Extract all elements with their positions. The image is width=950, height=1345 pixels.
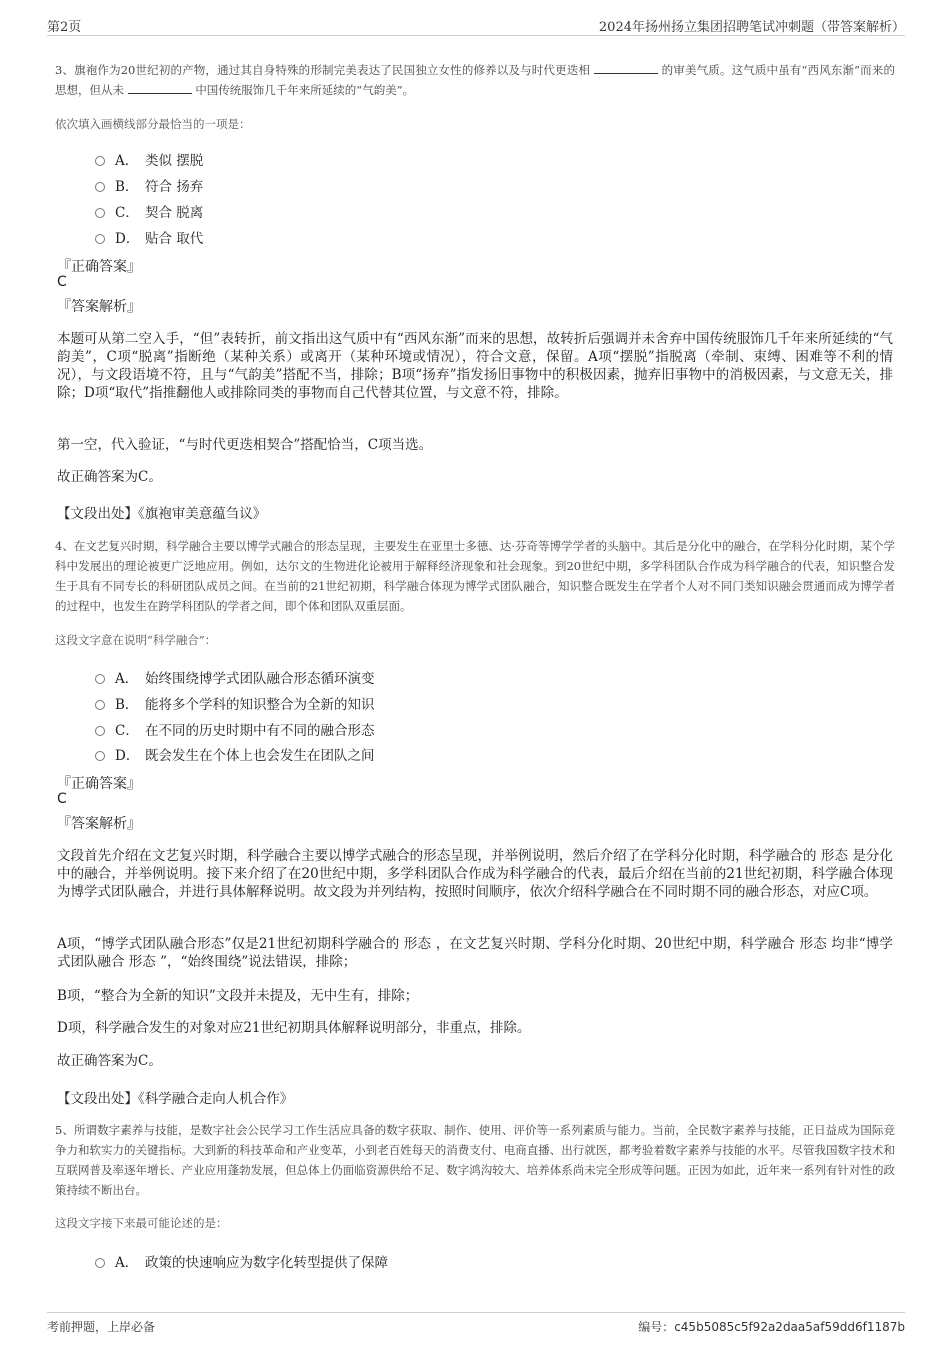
q4-analysis-paragraph: 文段首先介绍在文艺复兴时期，科学融合主要以博学式融合的形态呈现，并举例说明，然后介绍了在学科分化时期，科学融合的 形态 是分化中的融合，并举例说明。接下来介绍了在20世纪中期，多学科团队合作成为科学融合的代表，最后介绍在当前的21世纪初期，科学融合体现为博学式团队融合，并进行具体解释说明。故文段为并列结构，按照时间顺序，依次介绍科学融合在不同时期不同的融合形态，对应C项。 (57, 848, 893, 900)
q4-answer: C (57, 791, 67, 807)
q4-analysis-conclusion: 故正确答案为C。 (57, 1053, 162, 1069)
q4-option-a[interactable]: A． 始终围绕博学式团队融合形态循环演变 (95, 667, 375, 687)
q3-answer-label: 『正确答案』 (57, 259, 141, 275)
page-footer (47, 1312, 905, 1342)
q4-analysis-label: 『答案解析』 (57, 816, 141, 832)
radio-icon[interactable] (95, 234, 105, 244)
q3-answer: C (57, 274, 67, 290)
page-number: 第2页 (47, 20, 82, 35)
question-3-prompt: 依次填入画横线部分最恰当的一项是： (55, 117, 251, 131)
document-code: 编号：c45b5085c5f92a2daa5af59dd6f1187b (638, 1320, 905, 1334)
q4-analysis-paragraph: B项，“整合为全新的知识”文段并未提及，无中生有，排除； (57, 988, 419, 1004)
q4-option-c[interactable]: C． 在不同的历史时期中有不同的融合形态 (95, 719, 375, 739)
footer-slogan: 考前押题，上岸必备 (47, 1320, 156, 1334)
q3-analysis-paragraph: 第一空，代入验证，“与时代更迭相契合”搭配恰当，C项当选。 (57, 437, 433, 453)
blank-1 (594, 62, 658, 74)
q3-option-c[interactable]: C． 契合 脱离 (95, 201, 203, 221)
q3-option-a[interactable]: A． 类似 摆脱 (95, 149, 203, 169)
q3-analysis-paragraph: 本题可从第二空入手，“但”表转折，前文指出这气质中有“西风东渐”而来的思想，故转折后强调并未舍弃中国传统服饰几千年来所延续的“气韵美”，C项“脱离”指断绝（某种关系）或离开（某种环境或情况），符合文意，保留。A项“摆脱”指脱离（牵制、束缚、困难等不利的情况），与文段语境不符，且与“气韵美”搭配不当，排除；B项“扬弃”指发扬旧事物中的积极因素，抛弃旧事物中的消极因素，与文意无关，排除；D项“取代”指推翻他人或排除同类的事物而自己代替其位置，与文意不符，排除。 (57, 331, 893, 401)
radio-icon[interactable] (95, 1258, 105, 1268)
question-4-text: 4、在文艺复兴时期，科学融合主要以博学式融合的形态呈现，主要发生在亚里士多德、达·芬奇等博学学者的头脑中。其后是分化中的融合，在学科分化时期，某个学科中发展出的理论被更广泛地应用。例如，达尔文的生物进化论被用于解释经济现象和社会现象。到20世纪中期，多学科团队合作成为科学融合的代表，知识整合发生于具有不同专长的科研团队成员之间。在当前的21世纪初期，科学融合体现为博学式团队融合，知识整合既发生在学者个人对不同门类知识融会贯通而成为博学者的过程中，也发生在跨学科团队的学者之间，即个体和团队双重层面。 (55, 539, 895, 613)
q4-analysis-paragraph: D项，科学融合发生的对象对应21世纪初期具体解释说明部分，非重点，排除。 (57, 1020, 531, 1036)
q3-analysis-label: 『答案解析』 (57, 299, 141, 315)
radio-icon[interactable] (95, 156, 105, 166)
q4-answer-label: 『正确答案』 (57, 776, 141, 792)
page-header (47, 14, 905, 36)
q3-option-d[interactable]: D． 贴合 取代 (95, 227, 203, 247)
radio-icon[interactable] (95, 726, 105, 736)
q4-option-b[interactable]: B． 能将多个学科的知识整合为全新的知识 (95, 693, 375, 713)
q3-source: 【文段出处】《旗袍审美意蕴刍议》 (57, 506, 267, 522)
question-5-text: 5、所谓数字素养与技能，是数字社会公民学习工作生活应具备的数字获取、制作、使用、评价等一系列素质与能力。当前，全民数字素养与技能，正日益成为国际竞争力和软实力的关键指标。大到新的科技革命和产业变革，小到老百姓每天的消费支付、电商直播、出行就医，都考验着数字素养与技能的水平。尽管我国数字技术和互联网普及率逐年增长、产业应用蓬勃发展，但总体上仍面临资源供给不足、数字鸿沟较大、培养体系尚未完全形成等问题。正因为如此，近年来一系列有针对性的政策持续不断出台。 (55, 1123, 895, 1197)
radio-icon[interactable] (95, 700, 105, 710)
radio-icon[interactable] (95, 751, 105, 761)
radio-icon[interactable] (95, 674, 105, 684)
q4-source: 【文段出处】《科学融合走向人机合作》 (57, 1091, 294, 1107)
question-4-prompt: 这段文字意在说明“科学融合”： (55, 633, 217, 647)
radio-icon[interactable] (95, 182, 105, 192)
q4-analysis-paragraph: A项，“博学式团队融合形态”仅是21世纪初期科学融合的 形态 ，在文艺复兴时期、学科分化时期、20世纪中期，科学融合 形态 均非“博学式团队融合 形态 ”，“始终围绕”说法错误，排除； (57, 936, 893, 970)
document-title: 2024年扬州扬立集团招聘笔试冲刺题（带答案解析） (598, 20, 905, 35)
q3-analysis-conclusion: 故正确答案为C。 (57, 469, 162, 485)
question-3-text: 3、旗袍作为20世纪初的产物，通过其自身特殊的形制完美表达了民国独立女性的修养以及与时代更迭相 的审美气质。这气质中虽有“西风东渐”而来的思想，但从未 中国传统服饰几千年来所延续的“气韵美”。 (55, 63, 895, 97)
q3-option-b[interactable]: B． 符合 扬弃 (95, 175, 203, 195)
radio-icon[interactable] (95, 208, 105, 218)
q4-option-d[interactable]: D． 既会发生在个体上也会发生在团队之间 (95, 744, 375, 764)
blank-2 (128, 82, 192, 94)
q5-option-a[interactable]: A． 政策的快速响应为数字化转型提供了保障 (95, 1251, 388, 1271)
question-5-prompt: 这段文字接下来最可能论述的是： (55, 1216, 228, 1230)
